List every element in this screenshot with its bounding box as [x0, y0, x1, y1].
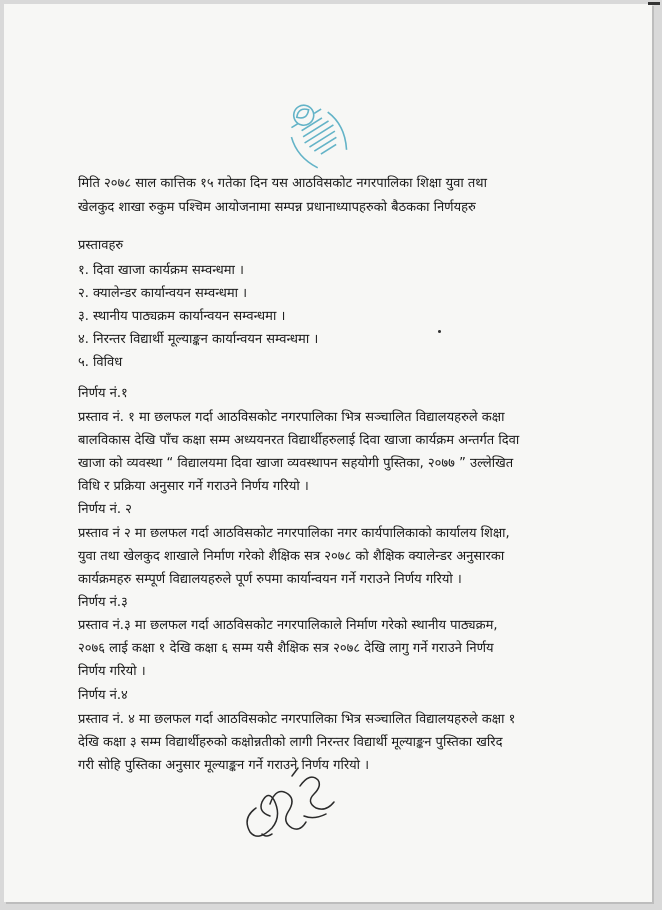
signature-graphic	[234, 756, 344, 846]
decision-4-line-3: गरी सोहि पुस्तिका अनुसार मूल्याङ्कन गर्ने गराउने निर्णय गरियो ।	[78, 758, 370, 773]
proposal-item-1: १. दिवा खाजा कार्यक्रम सम्वन्धमा ।	[78, 263, 244, 278]
proposal-item-4: ४. निरन्तर विद्यार्थी मूल्याङ्कन कार्यान्वयन सम्वन्धमा ।	[78, 332, 319, 347]
decision-2-line-2: युवा तथा खेलकुद शाखाले निर्माण गरेको शैक्षिक सत्र २०७८ को शैक्षिक क्यालेन्डर अनुसारका	[78, 549, 505, 564]
stamp-graphic	[254, 88, 370, 184]
decision-1-line-3: खाजा को व्यवस्था “ विद्यालयमा दिवा खाजा व्यवस्थापन सहयोगी पुस्तिका, २०७७ ” उल्लेखित	[78, 456, 514, 471]
decision-1-line-4: विधि र प्रक्रिया अनुसार गर्ने गराउने निर्णय गरियो ।	[78, 479, 309, 494]
handwritten-signature	[234, 756, 344, 846]
document-page	[4, 4, 652, 902]
stray-dot	[438, 330, 441, 333]
intro-line-2: खेलकुद शाखा रुकुम पश्चिम आयोजनामा सम्पन्न प्रधानाध्यापहरुको बैठकका निर्णयहरु	[78, 200, 476, 215]
proposal-item-2: २. क्यालेन्डर कार्यान्वयन सम्वन्धमा ।	[78, 286, 248, 301]
decision-3-line-3: निर्णय गरियो ।	[78, 664, 146, 679]
proposals-heading: प्रस्तावहरु	[78, 238, 124, 253]
decision-4-line-1: प्रस्ताव नं. ४ मा छलफल गर्दा आठविसकोट नगरपालिका भित्र सञ्चालित विद्यालयहरुले कक्षा १	[78, 712, 516, 727]
decision-1-heading: निर्णय नं.१	[78, 386, 128, 401]
office-stamp	[254, 88, 370, 184]
decision-2-line-1: प्रस्ताव नं २ मा छलफल गर्दा आठविसकोट नगरपालिका नगर कार्यपालिकाको कार्यालय शिक्षा,	[78, 526, 510, 541]
decision-4-heading: निर्णय नं.४	[78, 688, 128, 703]
decision-1-line-2: बालविकास देखि पाँच कक्षा सम्म अध्ययनरत विद्यार्थीहरुलाई दिवा खाजा कार्यक्रम अन्तर्गत दिवा	[78, 433, 520, 448]
decision-3-line-2: २०७६ लाई कक्षा १ देखि कक्षा ६ सम्म यसै शैक्षिक सत्र २०७८ देखि लागु गर्ने गराउने निर्णय	[78, 641, 494, 656]
intro-line-1: मिति २०७८ साल कात्तिक १५ गतेका दिन यस आठविसकोट नगरपालिका शिक्षा युवा तथा	[78, 176, 487, 191]
scan-edge-mark	[648, 2, 660, 5]
decision-3-line-1: प्रस्ताव नं.३ मा छलफल गर्दा आठविसकोट नगरपालिकाले निर्माण गरेको स्थानीय पाठ्यक्रम,	[78, 618, 498, 633]
decision-1-line-1: प्रस्ताव नं. १ मा छलफल गर्दा आठविसकोट नगरपालिका भित्र सञ्चालित विद्यालयहरुले कक्षा	[78, 410, 505, 425]
proposal-item-5: ५. विविध	[78, 355, 123, 370]
proposal-item-3: ३. स्थानीय पाठ्यक्रम कार्यान्वयन सम्वन्धमा ।	[78, 309, 286, 324]
decision-2-heading: निर्णय नं. २	[78, 502, 132, 517]
decision-2-line-3: कार्यक्रमहरु सम्पूर्ण विद्यालयहरुले पूर्ण रुपमा कार्यान्वयन गर्ने गराउने निर्णय गरियो ।	[78, 572, 462, 587]
decision-3-heading: निर्णय नं.३	[78, 595, 128, 610]
decision-4-line-2: देखि कक्षा ३ सम्म विद्यार्थीहरुको कक्षोन्नतीको लागी निरन्तर विद्यार्थी मूल्याङ्कन पुस्तिका खरिद	[78, 735, 503, 750]
